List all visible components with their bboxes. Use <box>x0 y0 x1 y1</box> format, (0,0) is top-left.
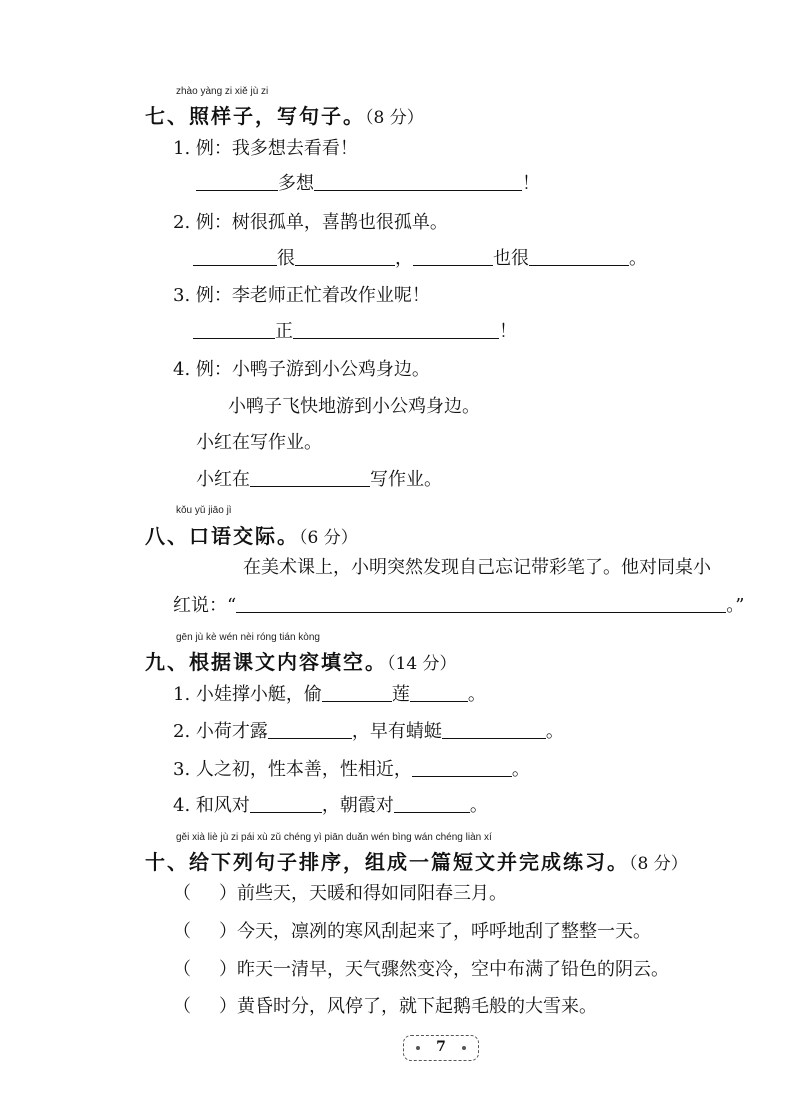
s7-item2-answer <box>193 247 647 271</box>
s9-item2-text2: ，早有蜻蜓 <box>351 721 442 742</box>
s9-item2-text: 2. 小荷才露 <box>173 721 268 742</box>
answer-blank[interactable] <box>196 172 278 191</box>
section7-title <box>145 100 424 129</box>
s10-item <box>173 920 651 944</box>
answer-blank[interactable] <box>250 468 370 487</box>
s9-item2 <box>173 720 564 744</box>
s8-para2-post: 。” <box>726 595 745 616</box>
s7-item2-fill-b: 也很 <box>493 248 529 269</box>
paren-close: ） <box>219 996 237 1017</box>
s9-item1-text2: 莲 <box>391 684 410 705</box>
s9-item4 <box>173 794 488 818</box>
paren-close: ） <box>219 959 237 980</box>
section7-pinyin: zhào yàng zi xiě jù zi <box>176 86 269 97</box>
s7-item1-end: ！ <box>522 173 540 194</box>
answer-blank[interactable] <box>250 794 322 813</box>
s7-item2-end: 。 <box>629 248 647 269</box>
s7-item1-answer <box>196 172 540 196</box>
s7-item4-fill-post: 写作业。 <box>370 469 442 490</box>
s9-item3 <box>173 758 530 782</box>
s9-item1-text: 1. 小娃撑小艇，偷 <box>173 684 322 705</box>
s10-item <box>173 995 597 1019</box>
page-number-badge <box>403 1035 479 1061</box>
answer-blank[interactable] <box>236 594 726 613</box>
paren-open: （ <box>173 996 191 1017</box>
answer-blank[interactable] <box>412 758 512 777</box>
section8-score: （6 分） <box>299 528 358 548</box>
section10-pinyin: gěi xià liè jù zi pái xù zǔ chéng yì piān duǎn wén bìng wán chéng liàn xí <box>176 832 492 843</box>
answer-blank[interactable] <box>268 720 352 739</box>
s9-item2-end: 。 <box>545 721 564 742</box>
paren-open: （ <box>173 959 191 980</box>
answer-blank[interactable] <box>193 320 275 339</box>
section9-pinyin: gēn jù kè wén nèi róng tián kòng <box>176 632 320 643</box>
s9-item1 <box>173 683 486 707</box>
answer-blank[interactable] <box>293 320 499 339</box>
section10-title-text: 十、给下列句子排序，组成一篇短文并完成练习。 <box>145 850 629 874</box>
answer-blank[interactable] <box>410 683 468 702</box>
paren-close: ） <box>219 883 237 904</box>
section9-title-text: 九、根据课文内容填空。 <box>145 650 387 674</box>
s10-order-paren[interactable] <box>173 920 219 944</box>
s9-item4-text2: ，朝霞对 <box>321 795 394 816</box>
section9-score: （14 分） <box>387 654 457 674</box>
s10-item <box>173 882 507 906</box>
s7-item3-fill: 正 <box>275 321 293 342</box>
paren-close: ） <box>219 921 237 942</box>
answer-blank[interactable] <box>529 247 629 266</box>
s7-item4-example: 4. 例：小鸭子游到小公鸡身边。 <box>173 359 430 380</box>
s7-item1-fill: 多想 <box>278 173 314 194</box>
answer-blank[interactable] <box>314 172 522 191</box>
answer-blank[interactable] <box>322 683 392 702</box>
s10-sentence: 前些天，天暖和得如同阳春三月。 <box>237 883 507 904</box>
s10-item <box>173 958 669 982</box>
s9-item3-end: 。 <box>511 759 530 780</box>
s7-item3-answer <box>193 320 517 344</box>
s7-item4-answer <box>196 468 442 492</box>
s8-para2-pre: 红说：“ <box>173 595 237 616</box>
section10-title <box>145 846 688 875</box>
s10-order-paren[interactable] <box>173 882 219 906</box>
s10-order-paren[interactable] <box>173 958 219 982</box>
s10-sentence: 黄昏时分，风停了，就下起鹅毛般的大雪来。 <box>237 996 597 1017</box>
s9-item4-text: 4. 和风对 <box>173 795 250 816</box>
s10-sentence: 昨天一清早，天气骤然变冷，空中布满了铅色的阴云。 <box>237 959 669 980</box>
s7-item4-sentence: 小红在写作业。 <box>196 432 322 453</box>
s9-item1-end: 。 <box>467 684 486 705</box>
s7-item2-example: 2. 例：树很孤单，喜鹊也很孤单。 <box>173 212 448 233</box>
s8-paragraph-line1: 在美术课上，小明突然发现自己忘记带彩笔了。他对同桌小 <box>243 557 711 578</box>
section8-title-text: 八、口语交际。 <box>145 524 299 548</box>
paren-open: （ <box>173 921 191 942</box>
s10-order-paren[interactable] <box>173 995 219 1019</box>
section8-pinyin: kǒu yǔ jiāo jì <box>176 505 232 516</box>
section9-title <box>145 646 457 675</box>
paren-open: （ <box>173 883 191 904</box>
s7-item1-example: 1. 例：我多想去看看！ <box>173 138 358 159</box>
s7-item3-example: 3. 例：李老师正忙着改作业呢！ <box>173 285 430 306</box>
s9-item3-text: 3. 人之初，性本善，性相近， <box>173 759 412 780</box>
answer-blank[interactable] <box>442 720 546 739</box>
answer-blank[interactable] <box>193 247 277 266</box>
section7-score: （8 分） <box>365 108 424 128</box>
page-number: 7 <box>436 1039 446 1055</box>
s10-sentence: 今天，凛冽的寒风刮起来了，呼呼地刮了整整一天。 <box>237 921 651 942</box>
s8-paragraph-line2 <box>173 594 744 618</box>
section7-title-text: 七、照样子，写句子。 <box>145 104 365 128</box>
answer-blank[interactable] <box>413 247 493 266</box>
answer-blank[interactable] <box>394 794 470 813</box>
section8-title <box>145 520 358 549</box>
s9-item4-end: 。 <box>469 795 488 816</box>
s7-item3-end: ！ <box>499 321 517 342</box>
s7-item2-comma: ， <box>395 248 413 269</box>
section10-score: （8 分） <box>629 854 688 874</box>
s7-item2-fill-a: 很 <box>277 248 295 269</box>
s7-item4-example2: 小鸭子飞快地游到小公鸡身边。 <box>228 396 480 417</box>
s7-item4-fill-pre: 小红在 <box>196 469 250 490</box>
answer-blank[interactable] <box>295 247 395 266</box>
